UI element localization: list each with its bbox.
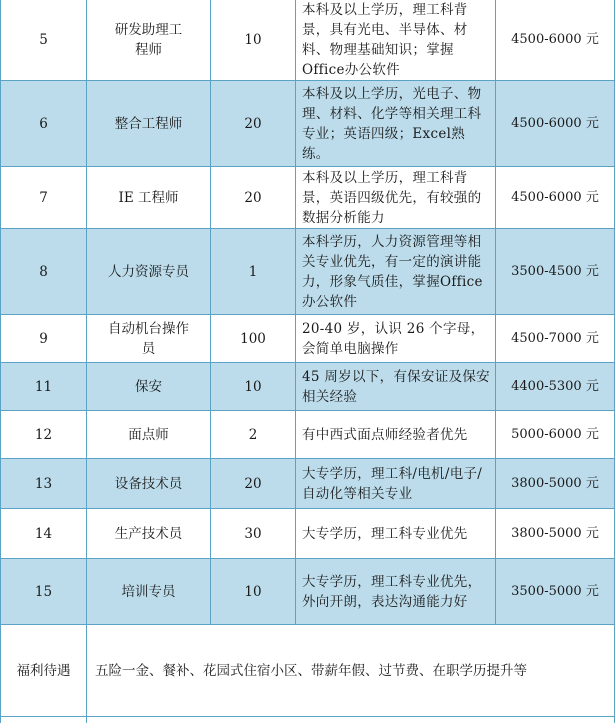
salary: 4500-6000 元 (496, 0, 615, 81)
table-row (1, 459, 615, 509)
row-number: 5 (1, 0, 87, 81)
cut-off-cell (1, 717, 87, 724)
requirement: 本科学历，人力资源管理等相关专业优先，有一定的演讲能力，形象气质佳，掌握Office办公软件 (296, 229, 496, 315)
requirement: 本科及以上学历，理工科背景，英语四级优先，有较强的数据分析能力 (296, 167, 496, 229)
requirement: 本科及以上学历，光电子、物理、材料、化学等相关理工科专业；英语四级；Excel熟练。 (296, 81, 496, 167)
benefits-label: 福利待遇 (1, 625, 87, 717)
table-row (1, 229, 615, 315)
salary: 3800-5000 元 (496, 509, 615, 559)
salary: 4500-6000 元 (496, 167, 615, 229)
requirement: 大专学历，理工科/电机/电子/自动化等相关专业 (296, 459, 496, 509)
requirement: 大专学历，理工科专业优先 (296, 509, 496, 559)
row-number: 6 (1, 81, 87, 167)
requirement: 45 周岁以下，有保安证及保安相关经验 (296, 363, 496, 411)
headcount: 20 (211, 459, 296, 509)
salary: 5000-6000 元 (496, 411, 615, 459)
headcount: 30 (211, 509, 296, 559)
row-number: 13 (1, 459, 87, 509)
row-number: 9 (1, 315, 87, 363)
headcount: 2 (211, 411, 296, 459)
job-title: 自动机台操作员 (87, 315, 211, 363)
requirement: 20-40 岁，认识 26 个字母，会简单电脑操作 (296, 315, 496, 363)
headcount: 10 (211, 0, 296, 81)
job-title: 研发助理工程师 (87, 0, 211, 81)
job-title: 设备技术员 (87, 459, 211, 509)
salary: 4500-7000 元 (496, 315, 615, 363)
salary: 4500-6000 元 (496, 81, 615, 167)
row-number: 12 (1, 411, 87, 459)
job-title: 整合工程师 (87, 81, 211, 167)
salary: 3800-5000 元 (496, 459, 615, 509)
table-row (1, 315, 615, 363)
table-row (1, 363, 615, 411)
row-number: 15 (1, 559, 87, 625)
requirement: 本科及以上学历，理工科背景，具有光电、半导体、材料、物理基础知识；掌握Office办公软件 (296, 0, 496, 81)
job-title: 培训专员 (87, 559, 211, 625)
row-number: 11 (1, 363, 87, 411)
job-title: IE 工程师 (87, 167, 211, 229)
table-row (1, 81, 615, 167)
table-row (1, 411, 615, 459)
job-title: 人力资源专员 (87, 229, 211, 315)
requirement: 有中西式面点师经验者优先 (296, 411, 496, 459)
job-table-body (1, 0, 615, 723)
table-row-partial (1, 717, 615, 724)
table-row (1, 167, 615, 229)
job-title: 生产技术员 (87, 509, 211, 559)
salary: 3500-4500 元 (496, 229, 615, 315)
job-title: 保安 (87, 363, 211, 411)
table-row (1, 0, 615, 81)
benefits-row (1, 625, 615, 717)
headcount: 20 (211, 167, 296, 229)
job-title: 面点师 (87, 411, 211, 459)
headcount: 1 (211, 229, 296, 315)
headcount: 10 (211, 363, 296, 411)
row-number: 14 (1, 509, 87, 559)
headcount: 10 (211, 559, 296, 625)
salary: 4400-5300 元 (496, 363, 615, 411)
cut-off-cell (87, 717, 615, 724)
requirement: 大专学历，理工科专业优先，外向开朗，表达沟通能力好 (296, 559, 496, 625)
row-number: 7 (1, 167, 87, 229)
table-row (1, 509, 615, 559)
table-row (1, 559, 615, 625)
salary: 3500-5000 元 (496, 559, 615, 625)
headcount: 100 (211, 315, 296, 363)
benefits-text: 五险一金、餐补、花园式住宿小区、带薪年假、过节费、在职学历提升等 (87, 625, 615, 717)
headcount: 20 (211, 81, 296, 167)
row-number: 8 (1, 229, 87, 315)
